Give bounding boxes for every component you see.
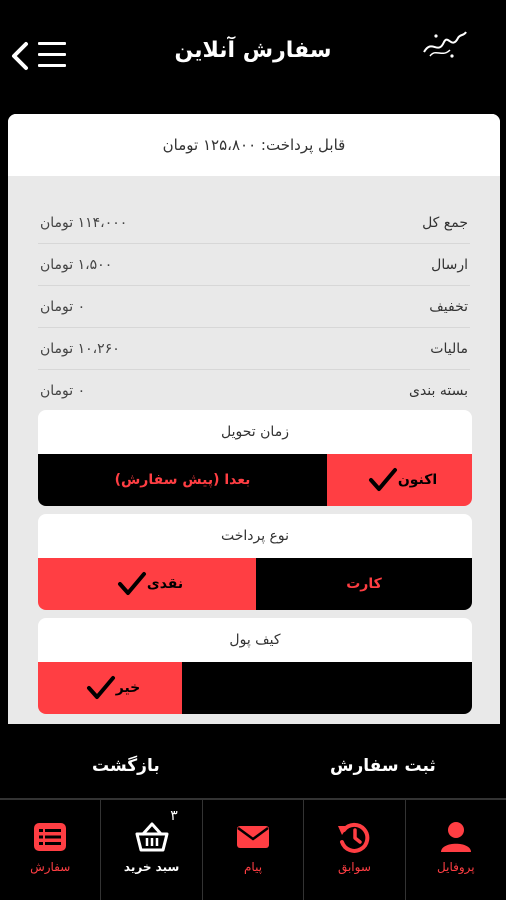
payment-card-label: کارت [346, 576, 382, 592]
summary-value: ۰ تومان [40, 298, 86, 315]
tab-label: سبد خرید [123, 860, 180, 874]
payment-cash-label: نقدی [146, 576, 184, 592]
delivery-now-label: اکنون [397, 472, 438, 488]
summary-value: ۱۰،۲۶۰ تومان [40, 340, 120, 357]
summary-label: بسته بندی [409, 383, 468, 399]
tab-label: پیام [243, 860, 263, 874]
summary-value: ۰ تومان [40, 383, 86, 399]
tab-label: پروفایل [437, 860, 475, 874]
delivery-later-label: بعدا (پیش سفارش) [114, 472, 251, 488]
summary-row-total [38, 202, 470, 244]
summary-row-shipping [38, 244, 470, 286]
payment-card-option[interactable] [256, 558, 472, 610]
delivery-time-title: زمان تحویل [221, 424, 289, 440]
payment-type-title: نوع پرداخت [220, 528, 290, 544]
payable-amount: قابل پرداخت: ۱۲۵،۸۰۰ تومان [8, 114, 500, 176]
payment-cash-option[interactable] [38, 558, 256, 610]
wallet-no-label: خیر [115, 680, 141, 696]
list-icon [32, 820, 68, 854]
back-button[interactable]: بازگشت [92, 756, 160, 776]
submit-order-button[interactable]: ثبت سفارش [330, 756, 436, 776]
summary-value: ۱۱۴،۰۰۰ تومان [40, 214, 128, 231]
delivery-time-section [38, 410, 472, 506]
payment-type-section [38, 514, 472, 610]
delivery-now-option[interactable] [327, 454, 472, 506]
delivery-later-option[interactable] [38, 454, 327, 506]
wallet-yes-option[interactable] [182, 662, 472, 714]
summary-value: ۱،۵۰۰ تومان [40, 256, 113, 273]
checkmark-icon [86, 675, 116, 701]
summary-label: ارسال [431, 256, 468, 273]
order-card [8, 114, 500, 724]
bottom-tab-bar [0, 798, 506, 900]
wallet-section [38, 618, 472, 714]
tab-history[interactable] [303, 800, 404, 900]
brand-logo [422, 30, 468, 60]
tab-cart[interactable] [100, 800, 201, 900]
checkmark-icon [368, 467, 398, 493]
checkmark-icon [117, 571, 147, 597]
tab-profile[interactable] [405, 800, 506, 900]
wallet-no-option[interactable] [38, 662, 182, 714]
app-header [0, 0, 506, 112]
summary-label: تخفیف [429, 298, 468, 315]
tab-label: سوابق [337, 860, 371, 874]
basket-icon [134, 820, 170, 854]
summary-label: جمع کل [422, 214, 468, 231]
page-title: سفارش آنلاین [174, 38, 332, 63]
summary-label: مالیات [430, 340, 468, 357]
envelope-icon [235, 820, 271, 854]
tab-messages[interactable] [202, 800, 303, 900]
tab-label: سفارش [30, 860, 71, 874]
action-bar [0, 740, 506, 798]
history-icon [336, 820, 372, 854]
summary-row-packaging [38, 370, 470, 412]
summary-row-tax [38, 328, 470, 370]
cart-count-badge: ۳ [170, 808, 178, 824]
wallet-title: کیف پول [229, 632, 281, 648]
user-icon [438, 820, 474, 854]
tab-orders[interactable] [0, 800, 100, 900]
summary-list [38, 202, 470, 412]
summary-row-discount [38, 286, 470, 328]
